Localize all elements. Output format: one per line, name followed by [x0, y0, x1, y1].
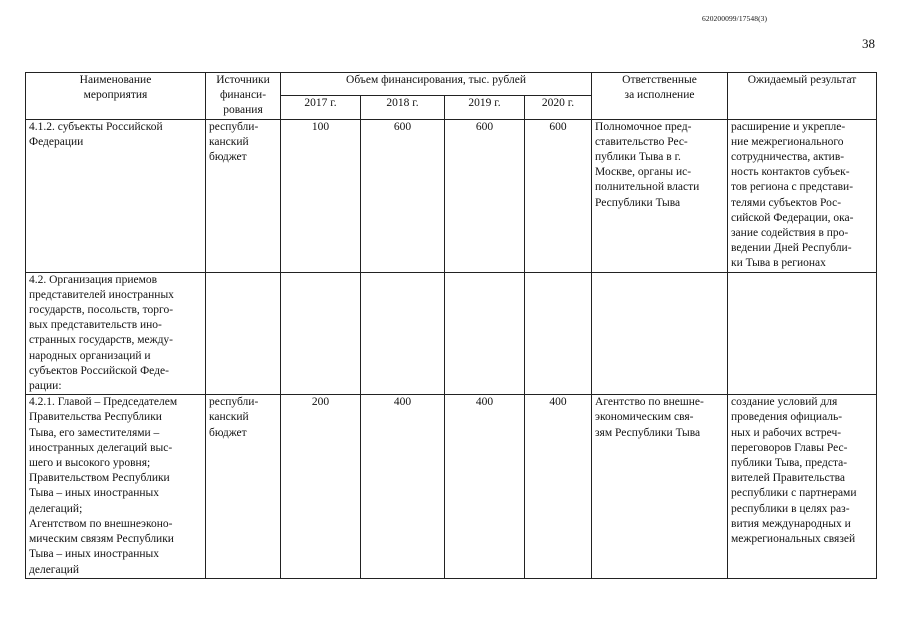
header-year-2020: 2020 г.	[525, 96, 592, 119]
cell-value-2020	[525, 272, 592, 395]
cell-responsible	[592, 272, 728, 395]
document-id: 620200099/17548(3)	[702, 14, 768, 23]
cell-value-2020: 600	[525, 119, 592, 272]
cell-value-2018: 600	[361, 119, 445, 272]
header-name: Наименование мероприятия	[26, 73, 206, 120]
cell-result	[728, 272, 877, 395]
header-sources: Источники финанси- рования	[206, 73, 281, 120]
header-year-2018: 2018 г.	[361, 96, 445, 119]
page-number: 38	[862, 36, 875, 51]
header-result: Ожидаемый результат	[728, 73, 877, 120]
cell-value-2019: 600	[445, 119, 525, 272]
cell-value-2017: 200	[281, 395, 361, 578]
header-volume: Объем финансирования, тыс. рублей	[281, 73, 592, 96]
header-year-2019: 2019 г.	[445, 96, 525, 119]
cell-result: создание условий для проведения официаль- ных и рабочих встреч- переговоров Главы Рес- публики Тыва, предста- вителей Правительства республики с партнерами республики в целях раз- вития международных и межрегиональных связей	[728, 395, 877, 578]
cell-value-2019: 400	[445, 395, 525, 578]
cell-name: 4.1.2. субъекты Российской Федерации	[26, 119, 206, 272]
cell-name: 4.2.1. Главой – Председателем Правительства Республики Тыва, его заместителями – иностранных делегаций выс- шего и высокого уровня; Правительством Республики Тыва – иных иностранных делегаций; Агентством по внешнеэконо- мическим связям Республики Тыва – иных иностранных делегаций	[26, 395, 206, 578]
cell-responsible: Полномочное пред- ставительство Рес- публики Тыва в г. Москве, органы ис- полнительной власти Республики Тыва	[592, 119, 728, 272]
cell-responsible: Агентство по внешне- экономическим свя- зям Республики Тыва	[592, 395, 728, 578]
header-year-2017: 2017 г.	[281, 96, 361, 119]
cell-value-2017: 100	[281, 119, 361, 272]
cell-value-2019	[445, 272, 525, 395]
table-row	[26, 395, 877, 578]
cell-value-2017	[281, 272, 361, 395]
cell-result: расширение и укрепле- ние межрегионального сотрудничества, актив- ность контактов субъек- тов региона с представи- телями субъектов Рос- сийской Федерации, ока- зание содействия в про- ведении Дней Республи- ки Тыва в регионах	[728, 119, 877, 272]
cell-source: республи- канский бюджет	[206, 395, 281, 578]
cell-value-2018: 400	[361, 395, 445, 578]
table-row	[26, 119, 877, 272]
cell-name: 4.2. Организация приемов представителей иностранных государств, посольств, торго- вых представительств ино- странных государств, между- народных организаций и субъектов Российской Феде- рации:	[26, 272, 206, 395]
header-responsible: Ответственные за исполнение	[592, 73, 728, 120]
financing-table	[25, 72, 877, 579]
table-row	[26, 272, 877, 395]
cell-value-2020: 400	[525, 395, 592, 578]
cell-source	[206, 272, 281, 395]
cell-source: республи- канский бюджет	[206, 119, 281, 272]
cell-value-2018	[361, 272, 445, 395]
